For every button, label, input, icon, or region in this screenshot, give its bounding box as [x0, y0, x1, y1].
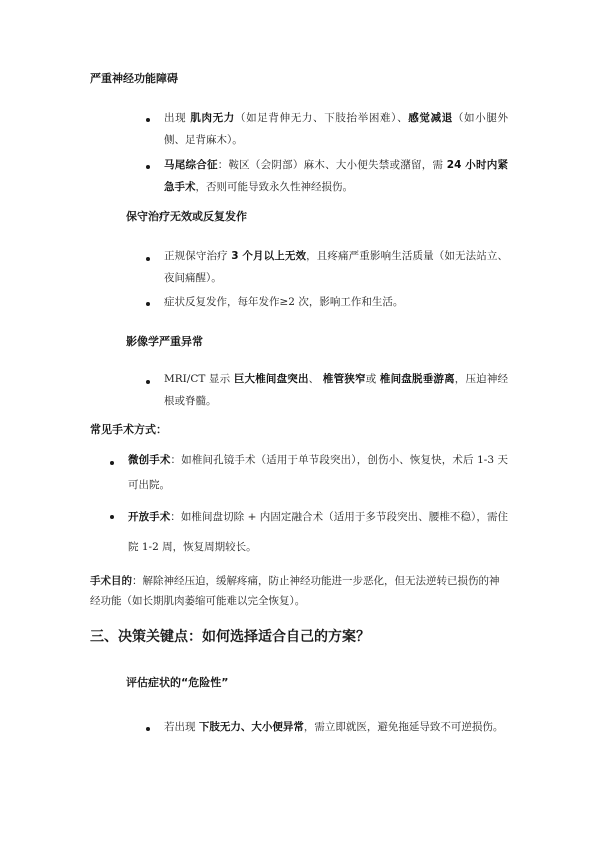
bullet-icon: [146, 165, 150, 169]
bullet-icon: [110, 515, 114, 519]
heading-decision-points: 三、决策关键点：如何选择适合自己的方案？: [90, 629, 370, 645]
list-item-text: 若出现 下肢无力、大小便异常，需立即就医，避免拖延导致不可逆损伤。: [164, 721, 504, 733]
heading-severe-neuro: 严重神经功能障碍: [90, 72, 178, 85]
bullet-icon: [146, 380, 150, 384]
list-item-text: 开放手术：如椎间盘切除 + 内固定融合术（适用于多节段突出、腰椎不稳），需住院 1-2 周，恢复周期较长。: [128, 511, 509, 553]
list-item-text: 马尾综合征：鞍区（会阴部）麻木、大小便失禁或潴留，需 24 小时内紧急手术，否则可能导致永久性神经损伤。: [164, 159, 509, 193]
surgery-purpose-paragraph: 手术目的：解除神经压迫，缓解疼痛，防止神经功能进一步恶化，但无法逆转已损伤的神经功能（如长期肌肉萎缩可能难以完全恢复）。: [90, 575, 500, 607]
list-item-text: MRI/CT 显示 巨大椎间盘突出、 椎管狭窄或 椎间盘脱垂游离，压迫神经根或脊髓。: [164, 373, 509, 407]
heading-conservative-failed: 保守治疗无效或反复发作: [126, 210, 247, 223]
list-item-text: 出现 肌肉无力（如足背伸无力、下肢抬举困难）、感觉减退（如小腿外侧、足背麻木）。: [164, 112, 509, 146]
bullet-icon: [146, 118, 150, 122]
heading-surgery-methods: 常见手术方式：: [90, 423, 167, 436]
list-item-text: 正规保守治疗 3 个月以上无效，且疼痛严重影响生活质量（如无法站立、夜间痛醒）。: [164, 250, 509, 284]
bullet-icon: [146, 727, 150, 731]
list-item-text: 症状反复发作，每年发作≥2 次，影响工作和生活。: [164, 296, 404, 308]
bullet-icon: [146, 302, 150, 306]
heading-imaging-abnormal: 影像学严重异常: [126, 335, 203, 348]
heading-assess-risk: 评估症状的“危险性”: [126, 676, 229, 689]
bullet-icon: [146, 257, 150, 261]
bullet-icon: [110, 461, 114, 465]
list-item-text: 微创手术：如椎间孔镜手术（适用于单节段突出），创伤小、恢复快，术后 1-3 天可出院。: [128, 454, 509, 491]
